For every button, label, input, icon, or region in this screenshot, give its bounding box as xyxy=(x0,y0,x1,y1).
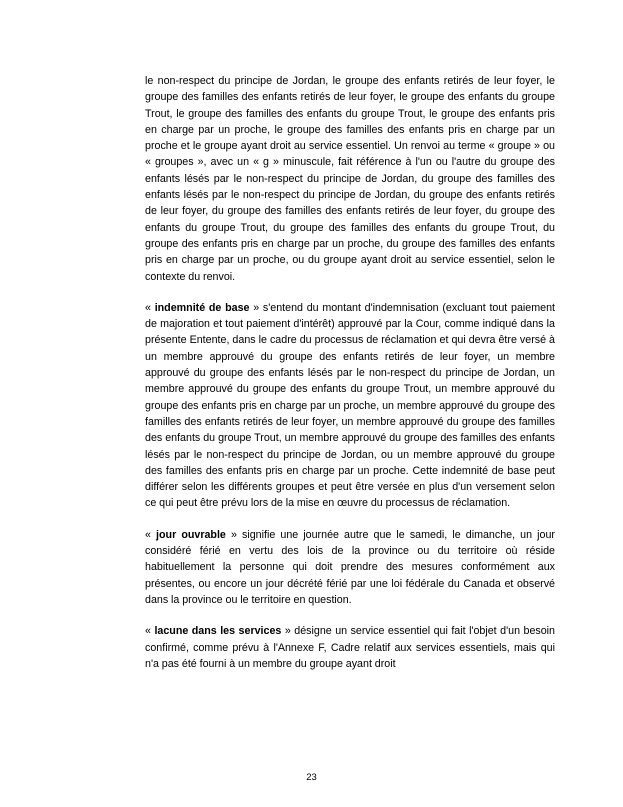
paragraph-3-text: » signifie une journée autre que le samedi, le dimanche, un jour considéré férié en vertu des lois de la province ou du territoire où réside habituellement la personne qui doit prendre des mesures conformément aux présentes, ou encore un jour décrété férié par une loi fédérale du Canada et observé dans la province ou le territoire en question. xyxy=(145,528,555,606)
paragraph-3-defined-term: jour ouvrable xyxy=(156,528,226,541)
paragraph-1 xyxy=(145,73,555,285)
paragraph-3 xyxy=(145,527,555,608)
paragraph-4 xyxy=(145,623,555,672)
paragraph-4-lead-prefix: « xyxy=(145,625,155,638)
paragraph-4-text: » désigne un service essentiel qui fait l'objet d'un besoin confirmé, comme prévu à l'Annexe F, Cadre relatif aux services essentiels, mais qui n'a pas été fourni à un membre du groupe ayant droit xyxy=(145,625,555,670)
paragraph-2-lead-prefix: « xyxy=(145,301,155,314)
paragraph-2-text: » s'entend du montant d'indemnisation (excluant tout paiement de majoration et tout paiement d'intérêt) approuvé par la Cour, comme indiqué dans la présente Entente, dans le cadre du processus de réclamation et qui devra être versé à un membre approuvé du groupe des enfants retirés de leur foyer, un membre approuvé du groupe des enfants lésés par le non-respect du principe de Jordan, un membre approuvé du groupe des enfants du groupe Trout, un membre approuvé du groupe des enfants pris en charge par un proche, un membre approuvé du groupe des familles des enfants retirés de leur foyer, un membre approuvé du groupe des familles des enfants du groupe Trout, un membre approuvé du groupe des familles des enfants lésés par le non-respect du principe de Jordan, ou un membre approuvé du groupe des familles des enfants pris en charge par un proche. Cette indemnité de base peut différer selon les différents groupes et peut être versée en plus d'un versement selon ce qui peut être prévu lors de la mise en œuvre du processus de réclamation. xyxy=(145,301,555,510)
paragraph-3-lead-prefix: « xyxy=(145,528,157,541)
paragraph-4-defined-term: lacune dans les services xyxy=(154,625,282,638)
page-body xyxy=(145,73,555,672)
page-number: 23 xyxy=(306,772,317,783)
paragraph-2 xyxy=(145,300,555,512)
paragraph-1-text: le non-respect du principe de Jordan, le groupe des enfants retirés de leur foyer, le groupe des familles des enfants retirés de leur foyer, le groupe des enfants du groupe Trout, le groupe des familles des enfants du groupe Trout, le groupe des enfants pris en charge par un proche, le groupe des familles des enfants pris en charge par un proche et le groupe ayant droit au service essentiel. Un renvoi au terme « groupe » ou « groupes », avec un « g » minuscule, fait référence à l'un ou l'autre du groupe des enfants lésés par le non-respect du principe de Jordan, du groupe des familles des enfants lésés par le non-respect du principe de Jordan, du groupe des enfants retirés de leur foyer, du groupe des familles des enfants retirés de leur foyer, du groupe des enfants du groupe Trout, du groupe des familles des enfants du groupe Trout, du groupe des enfants pris en charge par un proche, du groupe des familles des enfants pris en charge par un proche, ou du groupe ayant droit au service essentiel, selon le contexte du renvoi. xyxy=(145,75,555,283)
paragraph-2-defined-term: indemnité de base xyxy=(154,301,250,314)
